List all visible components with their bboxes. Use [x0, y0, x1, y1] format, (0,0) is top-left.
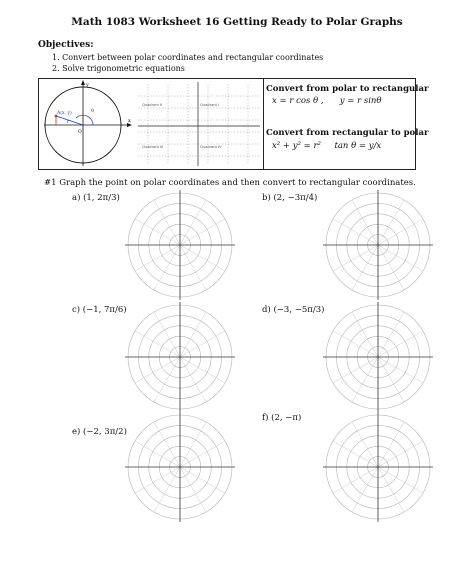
reference-figures	[38, 78, 264, 170]
instruction-text: #1 Graph the point on polar coordinates and then convert to rectangular coordinates.	[44, 178, 416, 188]
objectives-heading: Objectives:	[38, 40, 94, 50]
problem-b-label: b) (2, −3π/4)	[262, 193, 318, 203]
objective-item-2: 2. Solve trigonometric equations	[52, 64, 185, 73]
theta-label: θ	[91, 108, 95, 114]
rect-to-polar-formula: x² + y² = r² tan θ = y/x	[272, 141, 382, 151]
x-axis-label: x	[128, 118, 131, 124]
quadrant-2-label: Quadrant II	[142, 103, 163, 107]
problem-a-label: a) (1, 2π/3)	[72, 193, 120, 203]
quadrant-1-label: Quadrant I	[200, 103, 220, 107]
problem-f-label: f) (2, −π)	[262, 413, 302, 423]
problem-d-label: d) (−3, −5π/3)	[262, 305, 325, 315]
quadrant-grid	[138, 84, 260, 164]
polar-grid-d[interactable]	[323, 302, 433, 412]
origin-label: O	[78, 130, 82, 135]
quadrant-3-label: Quadrant III	[142, 145, 164, 149]
objective-item-1: 1. Convert between polar coordinates and rectangular coordinates	[52, 53, 324, 62]
polar-grid-c[interactable]	[125, 302, 235, 412]
polar-to-rect-formula: x = r cos θ , y = r sinθ	[272, 96, 382, 106]
rect-to-polar-heading: Convert from rectangular to polar	[266, 128, 429, 138]
y-axis-label: y	[86, 82, 89, 88]
problem-c-label: c) (−1, 7π/6)	[72, 305, 127, 315]
quadrant-4-label: Quadrant IV	[200, 145, 222, 149]
radius-label: r	[67, 120, 70, 125]
polar-grid-e[interactable]	[125, 412, 235, 522]
problem-e-label: e) (−2, 3π/2)	[72, 427, 127, 437]
polar-to-rect-heading: Convert from polar to rectangular	[266, 84, 429, 94]
unit-circle-diagram	[44, 80, 132, 166]
polar-grid-a[interactable]	[125, 190, 235, 300]
polar-grid-b[interactable]	[323, 190, 433, 300]
point-a-label: A(x, y)	[57, 111, 72, 116]
worksheet-title: Math 1083 Worksheet 16 Getting Ready to Polar Graphs	[71, 16, 403, 28]
polar-grid-f[interactable]	[323, 412, 433, 522]
